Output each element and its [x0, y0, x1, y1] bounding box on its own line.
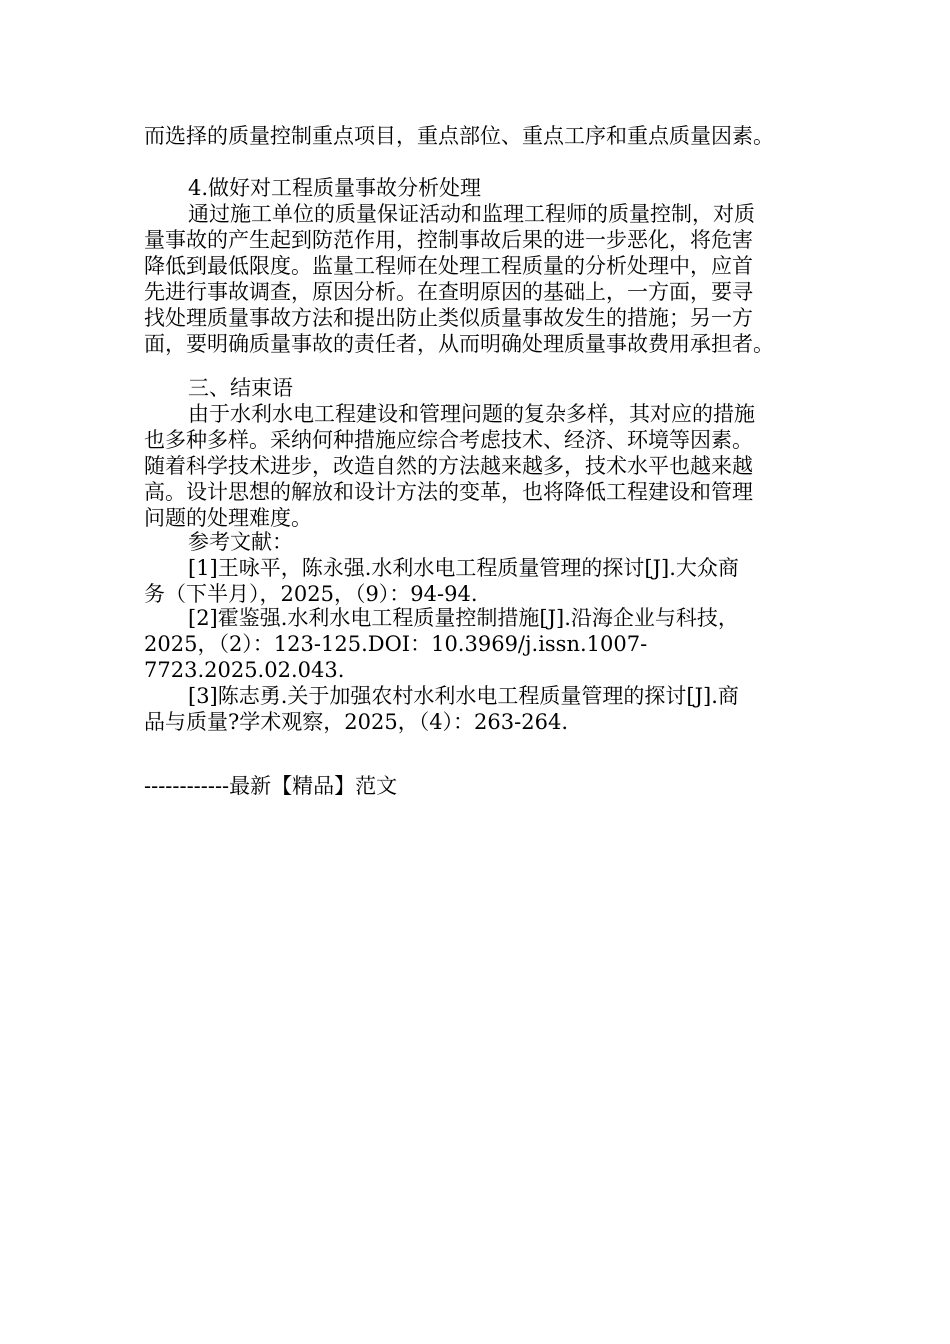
body-text-line: 量事故的产生起到防范作用，控制事故后果的进一步恶化，将危害: [144, 228, 753, 252]
reference-line: 品与质量?学术观察，2025，（4）：263-264.: [144, 710, 568, 734]
section-heading: 4.做好对工程质量事故分析处理: [188, 176, 482, 200]
body-text-line: 也多种多样。采纳何种措施应综合考虑技术、经济、环境等因素。: [144, 428, 753, 452]
body-text-line: 先进行事故调查，原因分析。在查明原因的基础上，一方面，要寻: [144, 280, 753, 304]
body-text-line: 随着科学技术进步，改造自然的方法越来越多，技术水平也越来越: [144, 454, 753, 478]
body-text-line: 由于水利水电工程建设和管理问题的复杂多样，其对应的措施: [188, 402, 755, 426]
body-text-line: 找处理质量事故方法和提出防止类似质量事故发生的措施；另一方: [144, 306, 753, 330]
body-text-line: 问题的处理难度。: [144, 506, 312, 530]
body-text-line: 面，要明确质量事故的责任者，从而明确处理质量事故费用承担者。: [144, 332, 774, 356]
reference-line: 7723.2025.02.043.: [144, 658, 345, 682]
body-text-line: 高。设计思想的解放和设计方法的变革，也将降低工程建设和管理: [144, 480, 753, 504]
reference-line: [3]陈志勇.关于加强农村水利水电工程质量管理的探讨[J].商: [188, 684, 739, 708]
body-text-line: 通过施工单位的质量保证活动和监理工程师的质量控制，对质: [188, 202, 755, 226]
footer-text: ------------最新【精品】范文: [144, 774, 398, 798]
reference-line: 务（下半月），2025，（9）：94-94.: [144, 582, 478, 606]
body-text-line: 而选择的质量控制重点项目，重点部位、重点工序和重点质量因素。: [144, 124, 774, 148]
references-heading: 参考文献：: [188, 530, 293, 554]
body-text-line: 降低到最低限度。监量工程师在处理工程质量的分析处理中，应首: [144, 254, 753, 278]
section-heading: 三、结束语: [188, 376, 293, 400]
reference-line: [2]霍鉴强.水利水电工程质量控制措施[J].沿海企业与科技，: [188, 606, 739, 630]
reference-line: 2025，（2）：123-125.DOI：10.3969/j.issn.1007-: [144, 632, 648, 656]
reference-line: [1]王咏平，陈永强.水利水电工程质量管理的探讨[J].大众商: [188, 556, 739, 580]
